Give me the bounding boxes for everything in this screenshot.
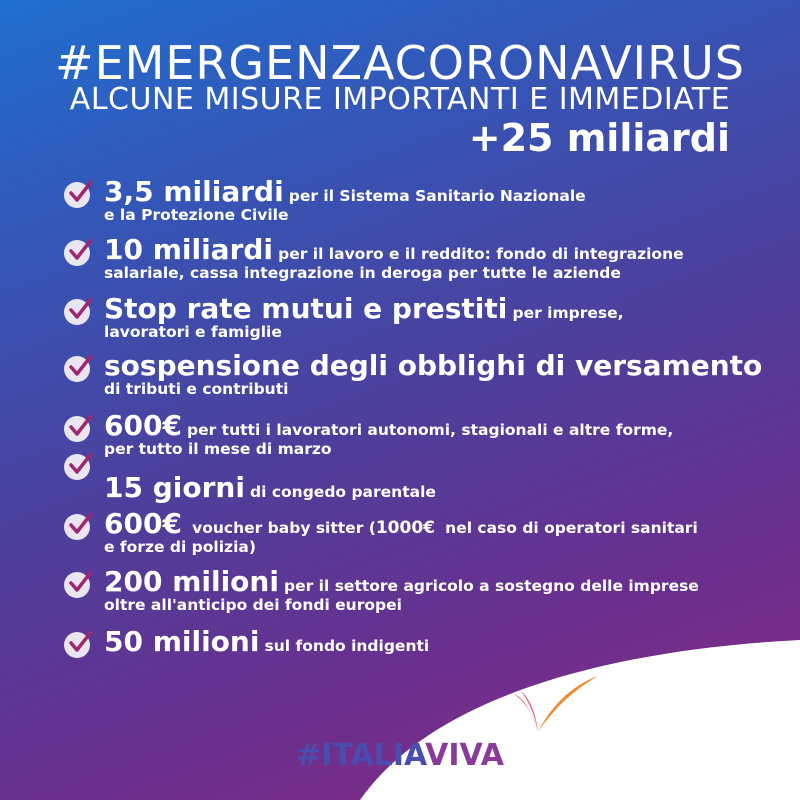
measure-subtext: per tutto il mese di marzo [104, 440, 332, 458]
measure-amount: Stop rate mutui e prestiti [104, 292, 508, 325]
brand-text-part1: #ITALIA [296, 738, 426, 773]
measure-text: voucher baby sitter ( [192, 519, 376, 537]
measure-amount: sospensione degli obblighi di versamento [104, 349, 763, 382]
measure-amount: 50 milioni [104, 625, 260, 658]
measure-inline-amount: 1000€ [375, 518, 435, 538]
measure-text: per il lavoro e il reddito: fondo di integrazione [278, 245, 684, 263]
measure-subtext: e la Protezione Civile [104, 206, 289, 224]
measure-amount: 10 miliardi [104, 233, 274, 266]
measure-text: per tutti i lavoratori autonomi, stagionali e altre forme, [187, 421, 674, 439]
subtitle: ALCUNE MISURE IMPORTANTI E IMMEDIATE [69, 82, 731, 117]
italia-viva-v-logo-icon [510, 672, 600, 736]
measure-subtext: salariale, cassa integrazione in deroga per tutte le aziende [104, 264, 621, 282]
measure-text: sul fondo indigenti [264, 637, 430, 655]
measure-amount: 15 giorni [104, 471, 245, 504]
measure-text: per il Sistema Sanitario Nazionale [288, 187, 586, 205]
measure-amount: 3,5 miliardi [104, 175, 284, 208]
brand-hashtag [0, 738, 800, 773]
measure-amount: 600€ [104, 409, 182, 442]
measure-subtext: e forze di polizia) [104, 538, 256, 556]
measure-text: per imprese, [512, 304, 624, 322]
hashtag-title: #EMERGENZACORONAVIRUS [55, 36, 745, 90]
measure-text-after: nel caso di operatori sanitari [445, 519, 698, 537]
brand-text-part2: VIVA [425, 738, 504, 773]
total-amount: +25 miliardi [468, 116, 730, 160]
measure-text: di congedo parentale [250, 483, 436, 501]
measure-amount: 600€ [104, 507, 182, 540]
measure-subtext: oltre all'anticipo dei fondi europei [104, 596, 402, 614]
measure-amount: 200 milioni [104, 565, 279, 598]
measure-subtext: lavoratori e famiglie [104, 323, 282, 341]
measure-text: per il settore agricolo a sostegno delle imprese [284, 577, 699, 595]
measure-subtext: di tributi e contributi [104, 380, 289, 398]
